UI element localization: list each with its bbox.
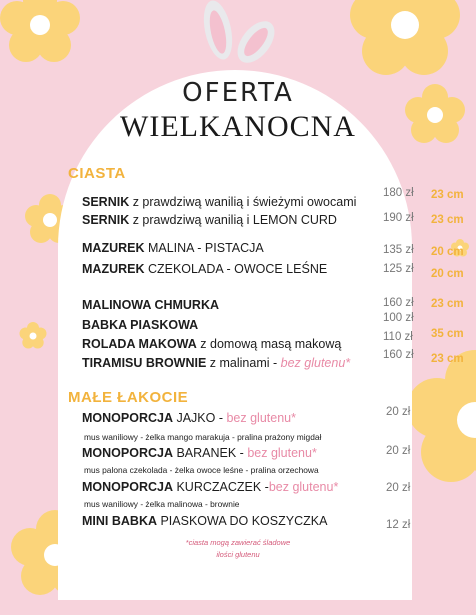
item-price: 160 zł bbox=[383, 297, 414, 309]
list-item: MINI BABKA PIASKOWA DO KOSZYCZKA bbox=[82, 514, 328, 528]
section-heading-ciasta: CIASTA bbox=[68, 165, 126, 182]
item-price: 20 zł bbox=[386, 445, 411, 457]
list-item: ROLADA MAKOWA z domową masą makową bbox=[82, 337, 342, 351]
page-title-line1: OFERTA bbox=[182, 78, 294, 108]
list-item: MALINOWA CHMURKA bbox=[82, 298, 220, 312]
item-price: 125 zł bbox=[383, 263, 414, 275]
flower-decoration-top-left bbox=[0, 0, 90, 75]
item-size: 23 cm bbox=[431, 214, 464, 226]
item-size: 20 cm bbox=[431, 246, 464, 258]
item-price: 12 zł bbox=[386, 519, 411, 531]
list-item: MAZUREK MALINA - PISTACJA bbox=[82, 241, 264, 255]
item-description: mus palona czekolada - żelka owoce leśne - pralina orzechowa bbox=[84, 465, 319, 475]
item-size: 20 cm bbox=[431, 268, 464, 280]
item-price: 20 zł bbox=[386, 406, 411, 418]
item-size: 23 cm bbox=[431, 189, 464, 201]
item-price: 190 zł bbox=[383, 212, 414, 224]
item-price: 135 zł bbox=[383, 244, 414, 256]
page-title-line2: WIELKANOCNA bbox=[120, 110, 356, 143]
footnote: *ciasta mogą zawierać śladowe ilości glutenu bbox=[185, 538, 291, 559]
item-size: 35 cm bbox=[431, 328, 464, 340]
item-description: mus waniliowy - żelka malinowa - brownie bbox=[84, 499, 240, 509]
item-price: 180 zł bbox=[383, 187, 414, 199]
list-item: MONOPORCJA BARANEK - bez glutenu* bbox=[82, 446, 317, 460]
list-item: SERNIK z prawdziwą wanilią i świeżymi owocami bbox=[82, 195, 357, 209]
flower-decoration-small-left bbox=[15, 318, 51, 354]
section-heading-male-lakocie: MAŁE ŁAKOCIE bbox=[68, 389, 189, 406]
item-price: 100 zł bbox=[383, 312, 414, 324]
item-size: 23 cm bbox=[431, 298, 464, 310]
item-description: mus waniliowy - żelka mango marakuja - pralina prażony migdał bbox=[84, 432, 322, 442]
list-item: TIRAMISU BROWNIE z malinami - bez glutenu* bbox=[82, 356, 351, 370]
list-item: MONOPORCJA JAJKO - bez glutenu* bbox=[82, 411, 296, 425]
item-price: 20 zł bbox=[386, 482, 411, 494]
item-size: 23 cm bbox=[431, 353, 464, 365]
item-price: 160 zł bbox=[383, 349, 414, 361]
item-price: 110 zł bbox=[383, 331, 413, 343]
list-item: MONOPORCJA KURCZACZEK -bez glutenu* bbox=[82, 480, 339, 494]
list-item: SERNIK z prawdziwą wanilią i LEMON CURD bbox=[82, 213, 337, 227]
bunny-ears-icon bbox=[188, 0, 288, 70]
list-item: BABKA PIASKOWA bbox=[82, 318, 199, 332]
list-item: MAZUREK CZEKOLADA - OWOCE LEŚNE bbox=[82, 262, 328, 276]
